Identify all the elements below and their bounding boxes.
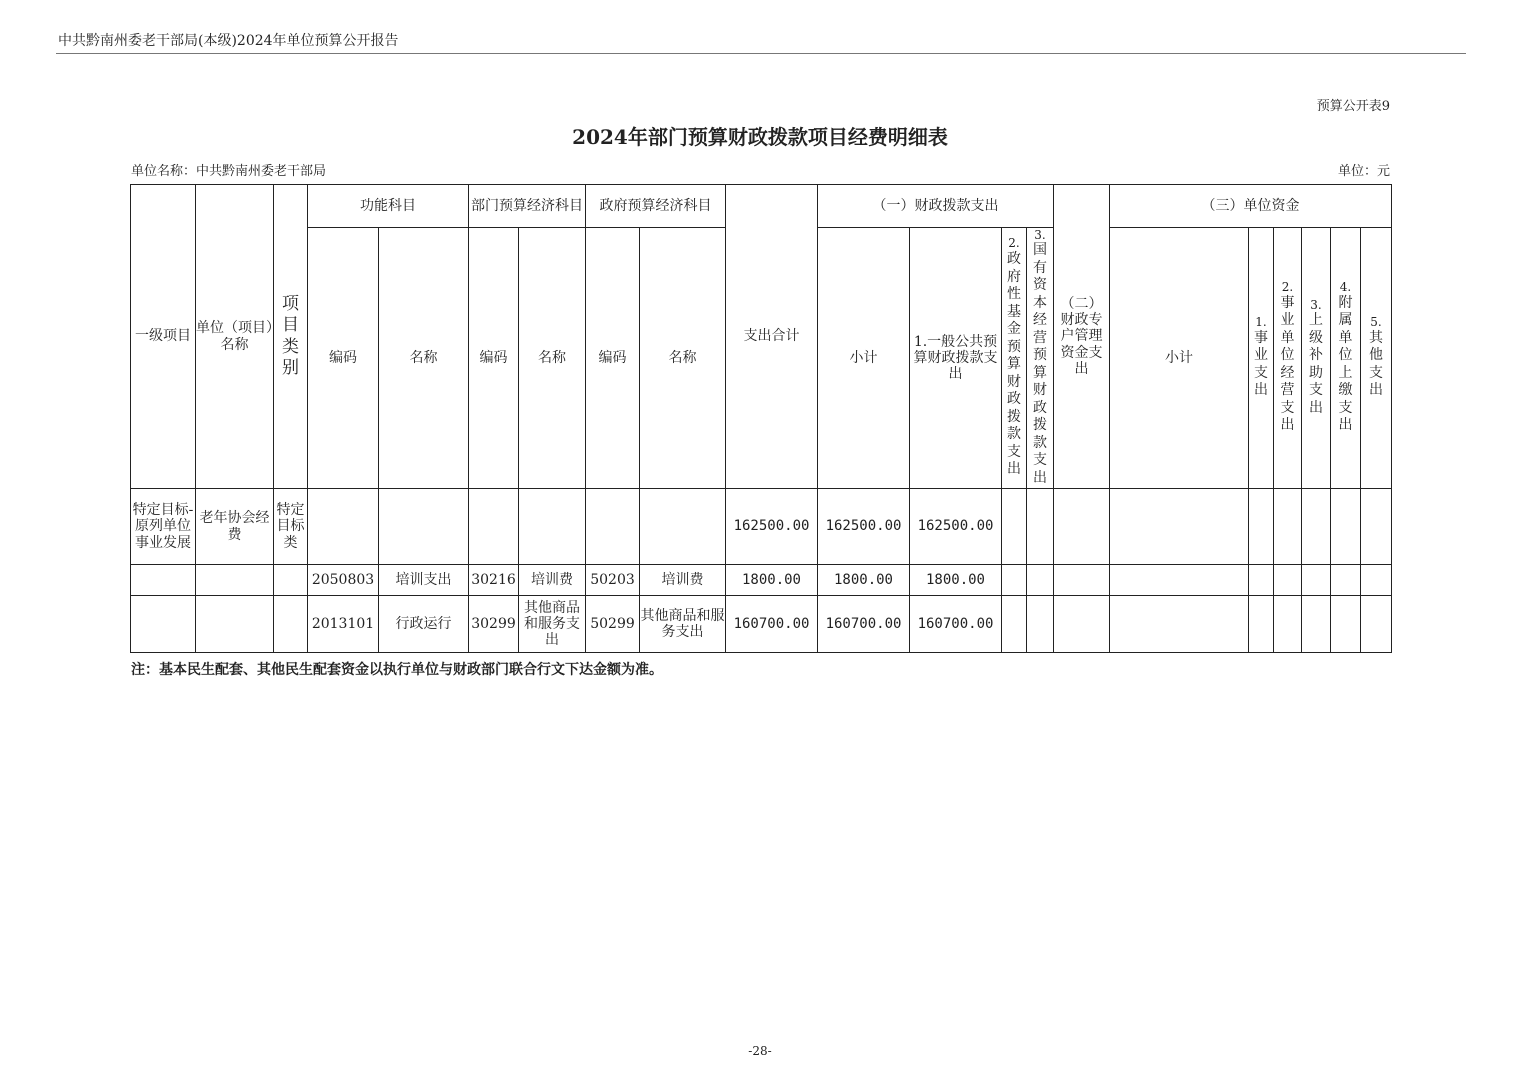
cell-general: 160700.00 [910, 596, 1002, 653]
table-row [131, 596, 1392, 653]
header-func-subject: 功能科目 [308, 185, 469, 228]
header-general-budget: 1.一般公共预算财政拨款支出 [910, 228, 1002, 489]
cell-empty [1110, 596, 1249, 653]
header-total: 支出合计 [726, 185, 818, 489]
page-header: 中共黔南州委老干部局(本级)2024年单位预算公开报告 [58, 33, 399, 49]
currency-unit: 单位：元 [1337, 164, 1390, 179]
cell-func-name: 培训支出 [379, 565, 469, 596]
header-career-income: 1. 事业支出 [1249, 228, 1274, 489]
page-number: -28- [748, 1044, 772, 1058]
cell-empty [1249, 489, 1274, 565]
header-unit-funds: （三）单位资金 [1110, 185, 1392, 228]
cell-type [274, 565, 308, 596]
cell-empty [1249, 596, 1274, 653]
cell-subtotal: 160700.00 [818, 596, 910, 653]
unit-name: 单位名称：中共黔南州委老干部局 [131, 164, 327, 179]
cell-empty [1027, 565, 1054, 596]
cell-empty [1331, 596, 1361, 653]
cell-empty [1302, 489, 1331, 565]
table-row [131, 489, 1392, 565]
header-dept-econ: 部门预算经济科目 [469, 185, 586, 228]
cell-empty [1002, 565, 1027, 596]
cell-empty [1027, 489, 1054, 565]
cell-project: 老年协会经费 [196, 489, 274, 565]
header-unit-subtotal: 小计 [1110, 228, 1249, 489]
cell-project [196, 596, 274, 653]
cell-empty [1054, 489, 1110, 565]
header-fiscal-subtotal: 小计 [818, 228, 910, 489]
cell-dept-code: 30299 [469, 596, 519, 653]
cell-empty [1002, 489, 1027, 565]
cell-dept-name [519, 489, 586, 565]
cell-empty [1361, 489, 1392, 565]
table-title: 2024年部门预算财政拨款项目经费明细表 [572, 125, 948, 149]
cell-empty [1110, 489, 1249, 565]
cell-total: 160700.00 [726, 596, 818, 653]
cell-gov-code: 50203 [586, 565, 640, 596]
header-gov-fund: 2. 政府性基金预算财政拨款支出 [1002, 228, 1027, 489]
cell-level1 [131, 596, 196, 653]
cell-general: 162500.00 [910, 489, 1002, 565]
header-gov-econ: 政府预算经济科目 [586, 185, 726, 228]
cell-empty [1054, 596, 1110, 653]
header-func-name: 名称 [379, 228, 469, 489]
cell-dept-name: 培训费 [519, 565, 586, 596]
header-special-account: （二）财政专户管理资金支出 [1054, 185, 1110, 489]
cell-subtotal: 162500.00 [818, 489, 910, 565]
cell-gov-code [586, 489, 640, 565]
cell-empty [1274, 596, 1302, 653]
header-other: 5. 其他支出 [1361, 228, 1392, 489]
cell-func-code [308, 489, 379, 565]
cell-empty [1331, 565, 1361, 596]
budget-table [130, 184, 1392, 653]
cell-project [196, 565, 274, 596]
cell-empty [1361, 565, 1392, 596]
header-level1-item: 一级项目 [131, 185, 196, 489]
cell-dept-name: 其他商品和服务支出 [519, 596, 586, 653]
cell-dept-code: 30216 [469, 565, 519, 596]
header-project-type: 项目类别 [274, 185, 308, 489]
header-business-income: 2. 事业单位经营支出 [1274, 228, 1302, 489]
cell-level1: 特定目标-原列单位事业发展 [131, 489, 196, 565]
form-number: 预算公开表9 [1316, 99, 1390, 114]
cell-general: 1800.00 [910, 565, 1002, 596]
table-note: 注：基本民生配套、其他民生配套资金以执行单位与财政部门联合行文下达金额为准。 [131, 662, 663, 678]
cell-gov-name [640, 489, 726, 565]
header-dept-name: 名称 [519, 228, 586, 489]
cell-empty [1110, 565, 1249, 596]
cell-empty [1249, 565, 1274, 596]
cell-func-code: 2013101 [308, 596, 379, 653]
cell-dept-code [469, 489, 519, 565]
cell-gov-code: 50299 [586, 596, 640, 653]
header-gov-code: 编码 [586, 228, 640, 489]
cell-empty [1002, 596, 1027, 653]
header-affiliated: 4. 附属单位上缴支出 [1331, 228, 1361, 489]
cell-empty [1331, 489, 1361, 565]
cell-level1 [131, 565, 196, 596]
cell-gov-name: 其他商品和服务支出 [640, 596, 726, 653]
header-unit-project-name: 单位（项目）名称 [196, 185, 274, 489]
header-higher-subsidy: 3. 上级补助支出 [1302, 228, 1331, 489]
cell-total: 162500.00 [726, 489, 818, 565]
header-func-code: 编码 [308, 228, 379, 489]
cell-func-code: 2050803 [308, 565, 379, 596]
cell-gov-name: 培训费 [640, 565, 726, 596]
header-divider [56, 53, 1466, 54]
cell-total: 1800.00 [726, 565, 818, 596]
cell-empty [1302, 565, 1331, 596]
cell-empty [1274, 489, 1302, 565]
table-row [131, 565, 1392, 596]
header-state-capital: 3. 国有资本经营预算财政拨款支出 [1027, 228, 1054, 489]
cell-type [274, 596, 308, 653]
cell-empty [1274, 565, 1302, 596]
cell-subtotal: 1800.00 [818, 565, 910, 596]
cell-func-name: 行政运行 [379, 596, 469, 653]
header-fiscal-alloc: （一）财政拨款支出 [818, 185, 1054, 228]
header-dept-code: 编码 [469, 228, 519, 489]
cell-func-name [379, 489, 469, 565]
cell-empty [1302, 596, 1331, 653]
cell-type: 特定目标类 [274, 489, 308, 565]
cell-empty [1054, 565, 1110, 596]
cell-empty [1027, 596, 1054, 653]
cell-empty [1361, 596, 1392, 653]
header-gov-name: 名称 [640, 228, 726, 489]
